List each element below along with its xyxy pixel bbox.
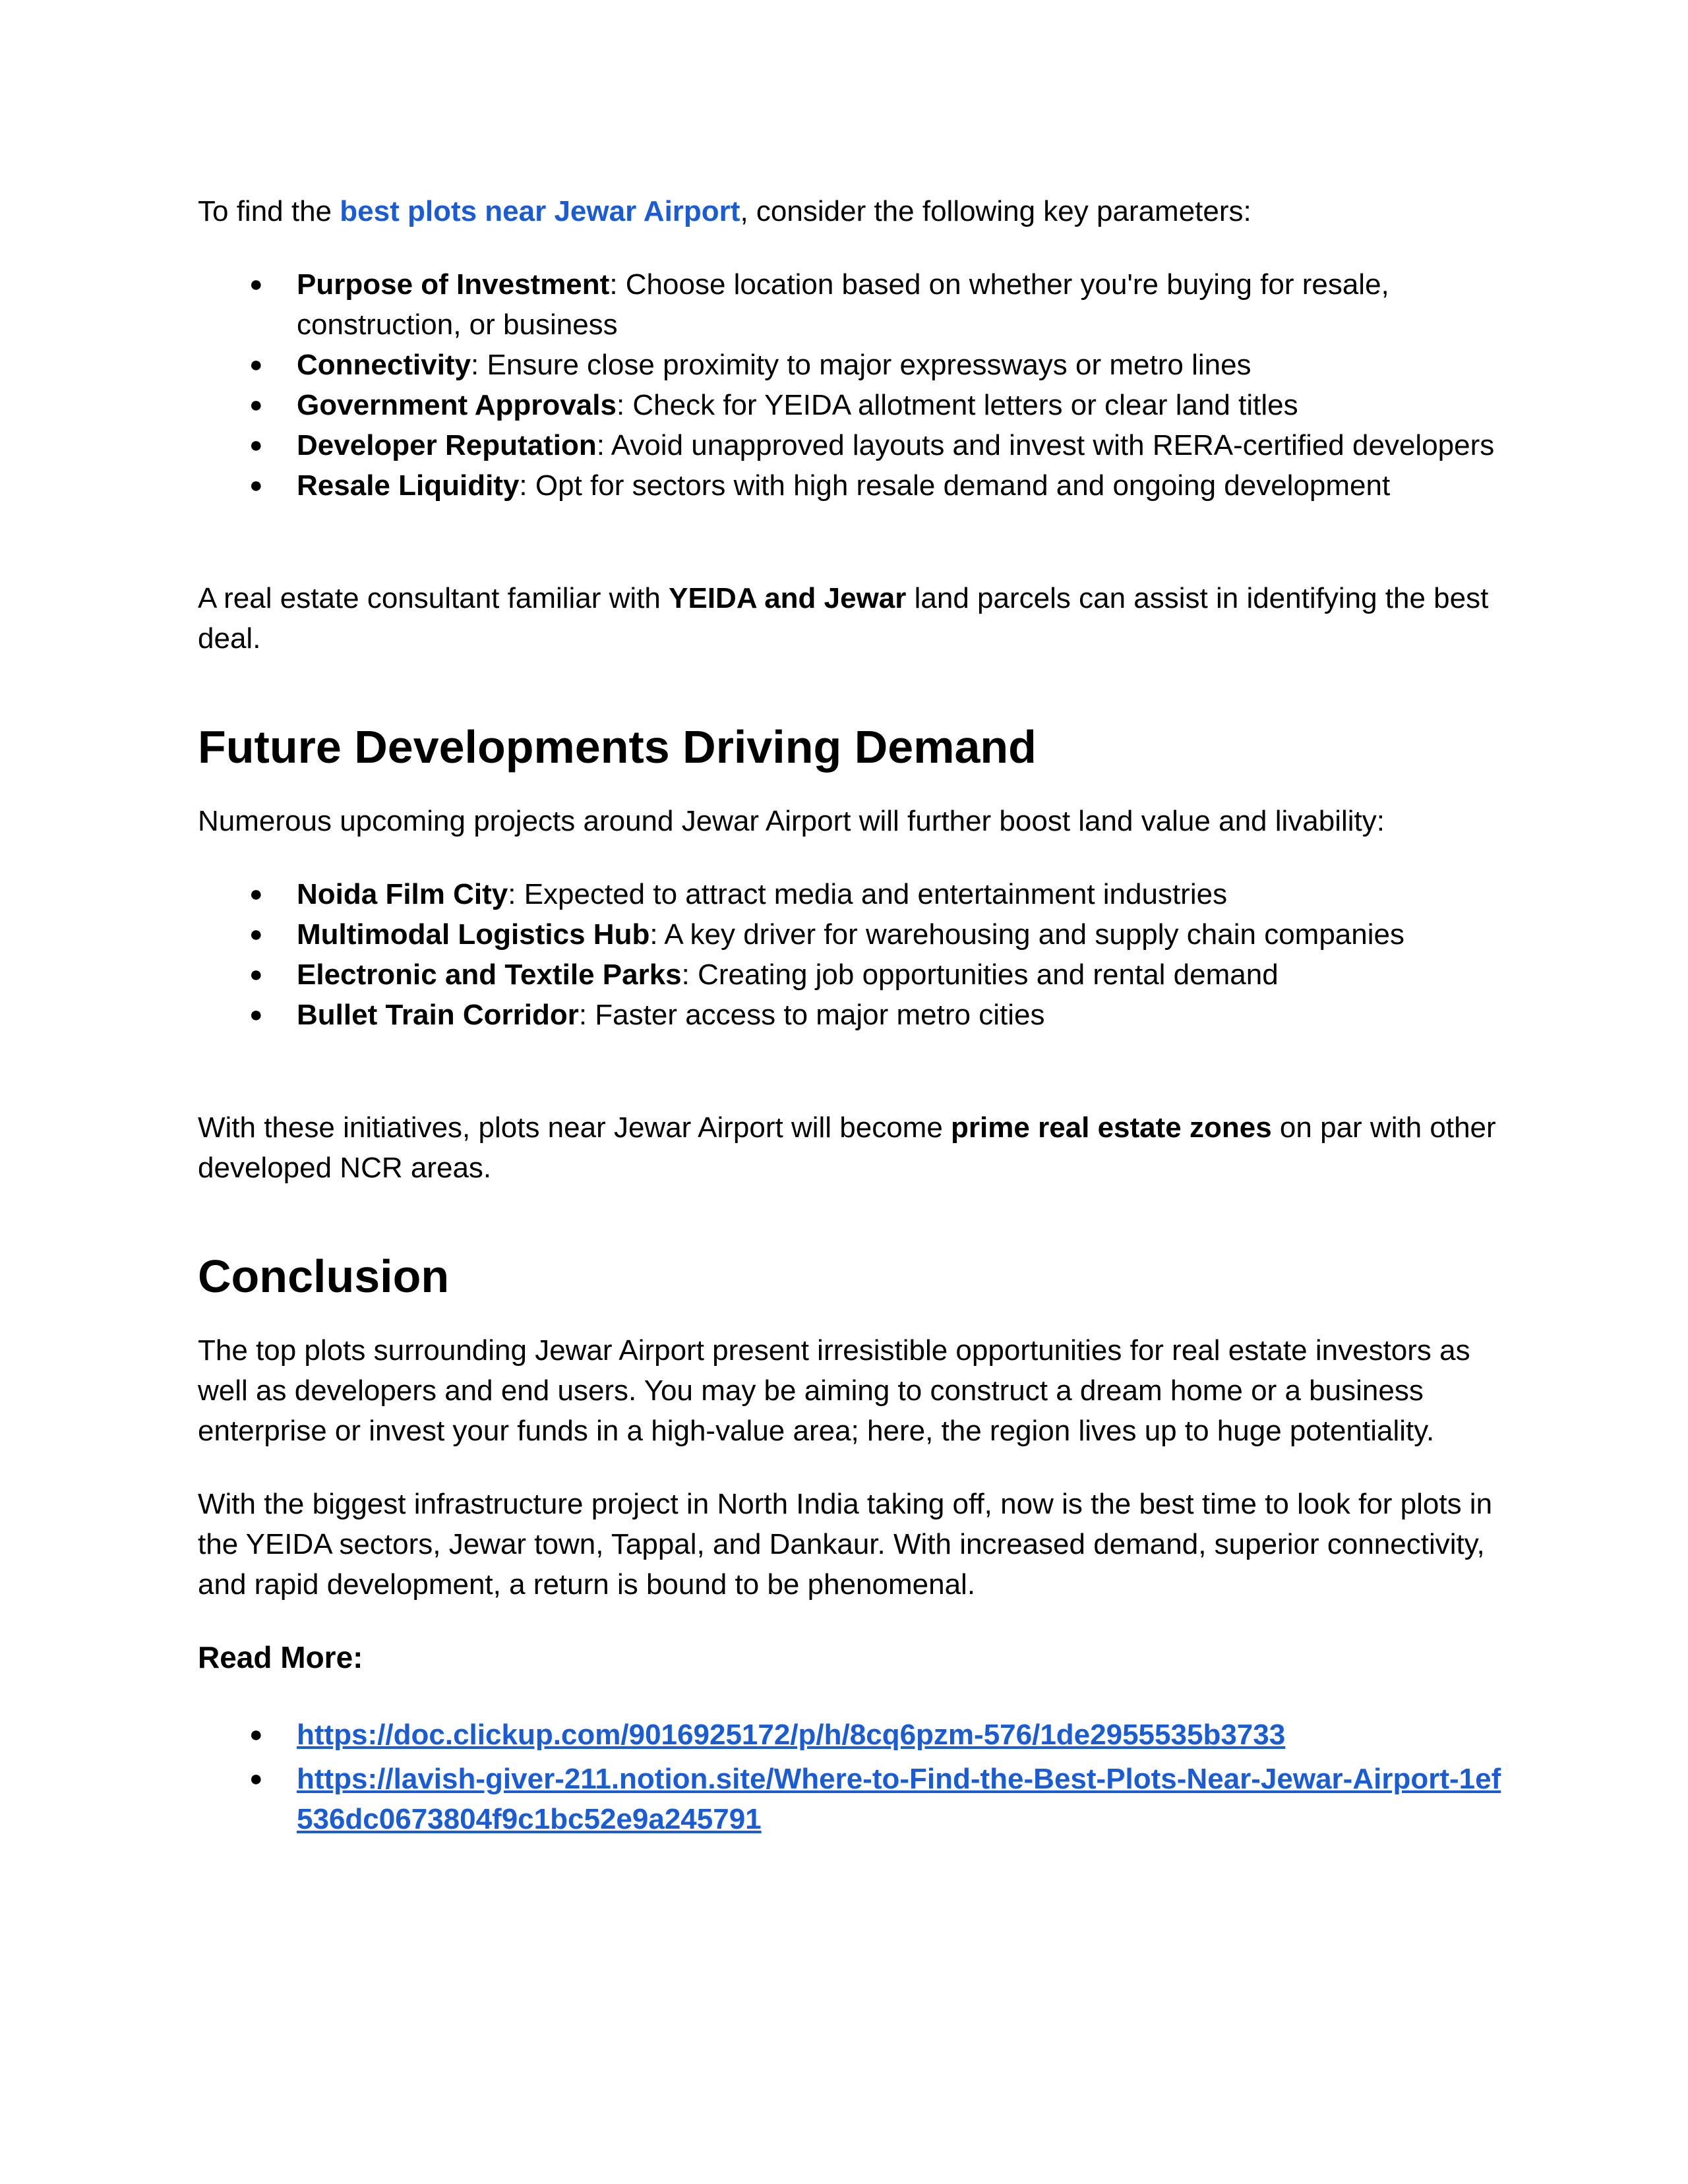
list-item: [198, 874, 1503, 914]
notion-link[interactable]: https://lavish-giver-211.notion.site/Where-to-Find-the-Best-Plots-Near-Jewar-Airport-1ef536dc0673804f9c1bc52e9a245791: [297, 1763, 1501, 1835]
list-item-term: Purpose of Investment: [297, 268, 610, 301]
bullet-icon: ●: [249, 473, 263, 498]
bullet-icon: ●: [249, 432, 263, 457]
conclusion-paragraph-2: With the biggest infrastructure project in North India taking off, now is the best time to look for plots in the YEIDA sectors, Jewar town, Tappal, and Dankaur. With increased demand, superior connectivity, and rapid development, a return is bound to be phenomenal.: [198, 1488, 1493, 1601]
parameters-list: [198, 264, 1503, 506]
list-item-desc: : Avoid unapproved layouts and invest with RERA-certified developers: [596, 429, 1495, 461]
bullet-icon: ●: [249, 1766, 263, 1791]
intro-suffix: , consider the following key parameters:: [740, 195, 1251, 227]
conclusion-paragraph-1: The top plots surrounding Jewar Airport present irresistible opportunities for real estate investors as well as developers and end users. You may be aiming to construct a dream home or a business enterprise or invest your funds in a high-value area; here, the region lives up to huge potentiality.: [198, 1334, 1470, 1447]
consultant-bold: YEIDA and Jewar: [669, 582, 907, 614]
future-closing: [198, 1107, 1503, 1188]
best-plots-link[interactable]: best plots near Jewar Airport: [340, 195, 740, 227]
consultant-paragraph: [198, 578, 1503, 659]
future-closing-suffix: on par with other developed NCR areas.: [198, 1111, 1496, 1184]
list-item-term: Bullet Train Corridor: [297, 999, 579, 1031]
future-list: [198, 874, 1503, 1035]
list-item-desc: : Choose location based on whether you're buying for resale, construction, or business: [297, 268, 1389, 341]
list-item-desc: : Ensure close proximity to major expressways or metro lines: [471, 349, 1251, 381]
list-item: [198, 914, 1503, 955]
list-item: [198, 264, 1503, 345]
future-closing-bold: prime real estate zones: [951, 1111, 1272, 1144]
read-more-list: [198, 1715, 1503, 1839]
bullet-icon: ●: [249, 922, 263, 947]
consultant-suffix: land parcels can assist in identifying the best deal.: [198, 582, 1489, 655]
future-heading: Future Developments Driving Demand: [198, 721, 1037, 773]
list-item-desc: : Check for YEIDA allotment letters or clear land titles: [616, 389, 1298, 421]
list-item-term: Resale Liquidity: [297, 469, 520, 502]
list-item-desc: : Opt for sectors with high resale demand and ongoing development: [519, 469, 1391, 502]
list-item-desc: : Faster access to major metro cities: [578, 999, 1045, 1031]
list-item: [198, 1715, 1503, 1755]
bullet-icon: ●: [249, 272, 263, 297]
intro-prefix: To find the: [198, 195, 340, 227]
bullet-icon: ●: [249, 881, 263, 906]
list-item-desc: : Creating job opportunities and rental demand: [681, 959, 1279, 991]
list-item-term: Government Approvals: [297, 389, 617, 421]
consultant-prefix: A real estate consultant familiar with: [198, 582, 669, 614]
list-item: [198, 1759, 1503, 1839]
read-more-heading: Read More:: [198, 1640, 363, 1674]
future-intro: Numerous upcoming projects around Jewar Airport will further boost land value and livability:: [198, 805, 1385, 837]
future-closing-prefix: With these initiatives, plots near Jewar Airport will become: [198, 1111, 951, 1144]
bullet-icon: ●: [249, 962, 263, 987]
bullet-icon: ●: [249, 1002, 263, 1027]
intro-paragraph: [198, 191, 1503, 231]
list-item-desc: : Expected to attract media and entertainment industries: [508, 878, 1228, 910]
list-item: [198, 465, 1503, 506]
clickup-link[interactable]: https://doc.clickup.com/9016925172/p/h/8cq6pzm-576/1de2955535b3733: [297, 1719, 1286, 1751]
list-item-term: Connectivity: [297, 349, 471, 381]
list-item: [198, 955, 1503, 995]
list-item-term: Electronic and Textile Parks: [297, 959, 682, 991]
bullet-icon: ●: [249, 392, 263, 417]
list-item-term: Multimodal Logistics Hub: [297, 918, 650, 951]
list-item: [198, 995, 1503, 1035]
conclusion-heading: Conclusion: [198, 1251, 450, 1302]
document-page: [198, 191, 1503, 1839]
list-item-desc: : A key driver for warehousing and supply chain companies: [649, 918, 1404, 951]
list-item: [198, 385, 1503, 425]
list-item-term: Noida Film City: [297, 878, 508, 910]
bullet-icon: ●: [249, 1722, 263, 1747]
bullet-icon: ●: [249, 352, 263, 377]
list-item-term: Developer Reputation: [297, 429, 597, 461]
list-item: [198, 425, 1503, 465]
list-item: [198, 345, 1503, 385]
